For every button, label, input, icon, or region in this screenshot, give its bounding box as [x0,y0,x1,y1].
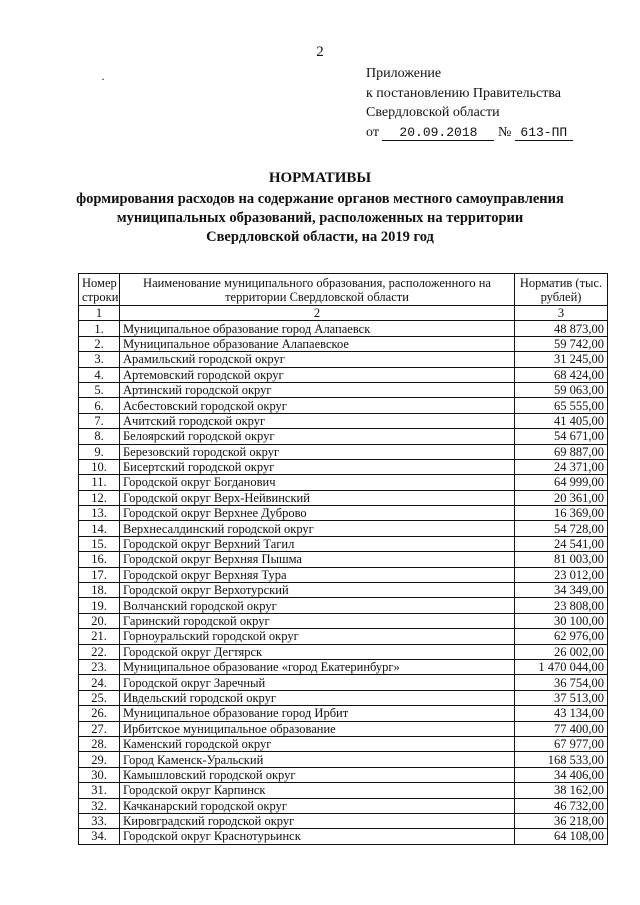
municipality-name: Городской округ Верх-Нейвинский [120,490,515,505]
row-number: 3. [79,352,120,367]
municipality-name: Верхнесалдинский городской округ [120,521,515,536]
municipality-name: Ачитский городской округ [120,413,515,428]
appendix-line-2: к постановлению Правительства [366,85,562,101]
row-number: 20. [79,613,120,628]
municipality-name: Муниципальное образование город Ирбит [120,706,515,721]
table-row [79,459,608,474]
table-row [79,536,608,551]
table-row [79,475,608,490]
norm-value: 43 134,00 [515,706,608,721]
row-number: 17. [79,567,120,582]
norm-value: 54 671,00 [515,429,608,444]
norm-value: 24 371,00 [515,459,608,474]
row-number: 6. [79,398,120,413]
table-row [79,613,608,628]
row-number: 33. [79,813,120,828]
header-name: Наименование муниципального образования, расположенного на территории Свердловской области [120,274,515,306]
norm-value: 16 369,00 [515,506,608,521]
row-number: 9. [79,444,120,459]
municipality-name: Муниципальное образование «город Екатеринбург» [120,659,515,674]
subtitle-line-1: формирования расходов на содержание органов местного самоуправления [76,191,564,207]
municipality-name: Ивдельский городской округ [120,690,515,705]
table-row [79,490,608,505]
appendix-line-1: Приложение [366,66,442,81]
norm-value: 62 976,00 [515,629,608,644]
table-row [79,690,608,705]
column-index-row [79,306,608,321]
table-row [79,644,608,659]
row-number: 16. [79,552,120,567]
table-row [79,752,608,767]
table-row [79,552,608,567]
norm-value: 48 873,00 [515,321,608,336]
municipality-name: Город Каменск-Уральский [120,752,515,767]
norms-table [78,273,608,845]
table-row [79,336,608,351]
column-index: 2 [120,306,515,321]
document-subtitle [0,190,640,247]
table-row [79,629,608,644]
number-label: № [497,124,512,140]
row-number: 19. [79,598,120,613]
row-number: 1. [79,321,120,336]
table-row [79,598,608,613]
municipality-name: Белоярский городской округ [120,429,515,444]
row-number: 31. [79,783,120,798]
norm-value: 81 003,00 [515,552,608,567]
table-row [79,429,608,444]
municipality-name: Артемовский городской округ [120,367,515,382]
norm-value: 24 541,00 [515,536,608,551]
municipality-name: Волчанский городской округ [120,598,515,613]
row-number: 22. [79,644,120,659]
municipality-name: Городской округ Дегтярск [120,644,515,659]
page-number: 2 [316,44,324,60]
table-row [79,506,608,521]
norm-value: 36 218,00 [515,813,608,828]
municipality-name: Камышловский городской округ [120,767,515,782]
norm-value: 41 405,00 [515,413,608,428]
table-row [79,736,608,751]
municipality-name: Городской округ Заречный [120,675,515,690]
norm-value: 37 513,00 [515,690,608,705]
table-row [79,382,608,397]
norm-value: 64 108,00 [515,829,608,844]
row-number: 11. [79,475,120,490]
subtitle-line-2: муниципальных образований, расположенных на территории [116,210,524,226]
table-row [79,659,608,674]
row-number: 27. [79,721,120,736]
municipality-name: Гаринский городской округ [120,613,515,628]
row-number: 12. [79,490,120,505]
norm-value: 26 002,00 [515,644,608,659]
municipality-name: Бисертский городской округ [120,459,515,474]
table-header-row [79,274,608,306]
row-number: 25. [79,690,120,705]
municipality-name: Городской округ Верхняя Пышма [120,552,515,567]
table-row [79,321,608,336]
table-row [79,721,608,736]
norm-value: 65 555,00 [515,398,608,413]
municipality-name: Муниципальное образование город Алапаевск [120,321,515,336]
appendix-block [366,64,573,142]
subtitle-line-3: Свердловской области, на 2019 год [206,229,434,245]
municipality-name: Городской округ Богданович [120,475,515,490]
norm-value: 77 400,00 [515,721,608,736]
table-row [79,567,608,582]
row-number: 24. [79,675,120,690]
municipality-name: Асбестовский городской округ [120,398,515,413]
from-label: от [366,124,379,140]
table-row [79,398,608,413]
municipality-name: Артинский городской округ [120,382,515,397]
table-row [79,798,608,813]
header-number: Номер строки [79,274,120,306]
row-number: 2. [79,336,120,351]
decree-date: 20.09.2018 [382,125,494,141]
norm-value: 23 012,00 [515,567,608,582]
row-number: 13. [79,506,120,521]
header-value: Норматив (тыс. рублей) [515,274,608,306]
column-index: 1 [79,306,120,321]
norm-value: 69 887,00 [515,444,608,459]
municipality-name: Муниципальное образование Алапаевское [120,336,515,351]
row-number: 28. [79,736,120,751]
norm-value: 168 533,00 [515,752,608,767]
stray-mark: · [101,72,105,86]
table-row [79,675,608,690]
norm-value: 34 406,00 [515,767,608,782]
table-row [79,813,608,828]
row-number: 10. [79,459,120,474]
municipality-name: Каменский городской округ [120,736,515,751]
row-number: 34. [79,829,120,844]
table-row [79,352,608,367]
municipality-name: Городской округ Карпинск [120,783,515,798]
table-row [79,367,608,382]
norm-value: 20 361,00 [515,490,608,505]
norm-value: 36 754,00 [515,675,608,690]
appendix-date-line [366,123,573,143]
table-row [79,706,608,721]
norm-value: 38 162,00 [515,783,608,798]
appendix-line-3: Свердловской области [366,105,500,120]
table-row [79,413,608,428]
row-number: 4. [79,367,120,382]
norm-value: 64 999,00 [515,475,608,490]
row-number: 26. [79,706,120,721]
table-row [79,767,608,782]
norm-value: 30 100,00 [515,613,608,628]
norm-value: 46 732,00 [515,798,608,813]
row-number: 30. [79,767,120,782]
document-title: НОРМАТИВЫ [268,170,372,186]
row-number: 14. [79,521,120,536]
row-number: 8. [79,429,120,444]
norm-value: 59 063,00 [515,382,608,397]
norm-value: 68 424,00 [515,367,608,382]
row-number: 18. [79,583,120,598]
municipality-name: Арамильский городской округ [120,352,515,367]
municipality-name: Горноуральский городской округ [120,629,515,644]
norm-value: 67 977,00 [515,736,608,751]
row-number: 29. [79,752,120,767]
norm-value: 59 742,00 [515,336,608,351]
norm-value: 1 470 044,00 [515,659,608,674]
municipality-name: Городской округ Верхотурский [120,583,515,598]
norm-value: 23 808,00 [515,598,608,613]
table-row [79,444,608,459]
municipality-name: Городской округ Верхний Тагил [120,536,515,551]
row-number: 21. [79,629,120,644]
municipality-name: Качканарский городской округ [120,798,515,813]
row-number: 23. [79,659,120,674]
municipality-name: Кировградский городской округ [120,813,515,828]
table-row [79,521,608,536]
municipality-name: Березовский городской округ [120,444,515,459]
table-row [79,783,608,798]
norm-value: 54 728,00 [515,521,608,536]
decree-number: 613-ПП [515,125,573,141]
row-number: 7. [79,413,120,428]
municipality-name: Ирбитское муниципальное образование [120,721,515,736]
row-number: 5. [79,382,120,397]
table-row [79,583,608,598]
column-index: 3 [515,306,608,321]
municipality-name: Городской округ Краснотурьинск [120,829,515,844]
municipality-name: Городской округ Верхнее Дуброво [120,506,515,521]
table-row [79,829,608,844]
row-number: 15. [79,536,120,551]
norm-value: 34 349,00 [515,583,608,598]
municipality-name: Городской округ Верхняя Тура [120,567,515,582]
norm-value: 31 245,00 [515,352,608,367]
row-number: 32. [79,798,120,813]
